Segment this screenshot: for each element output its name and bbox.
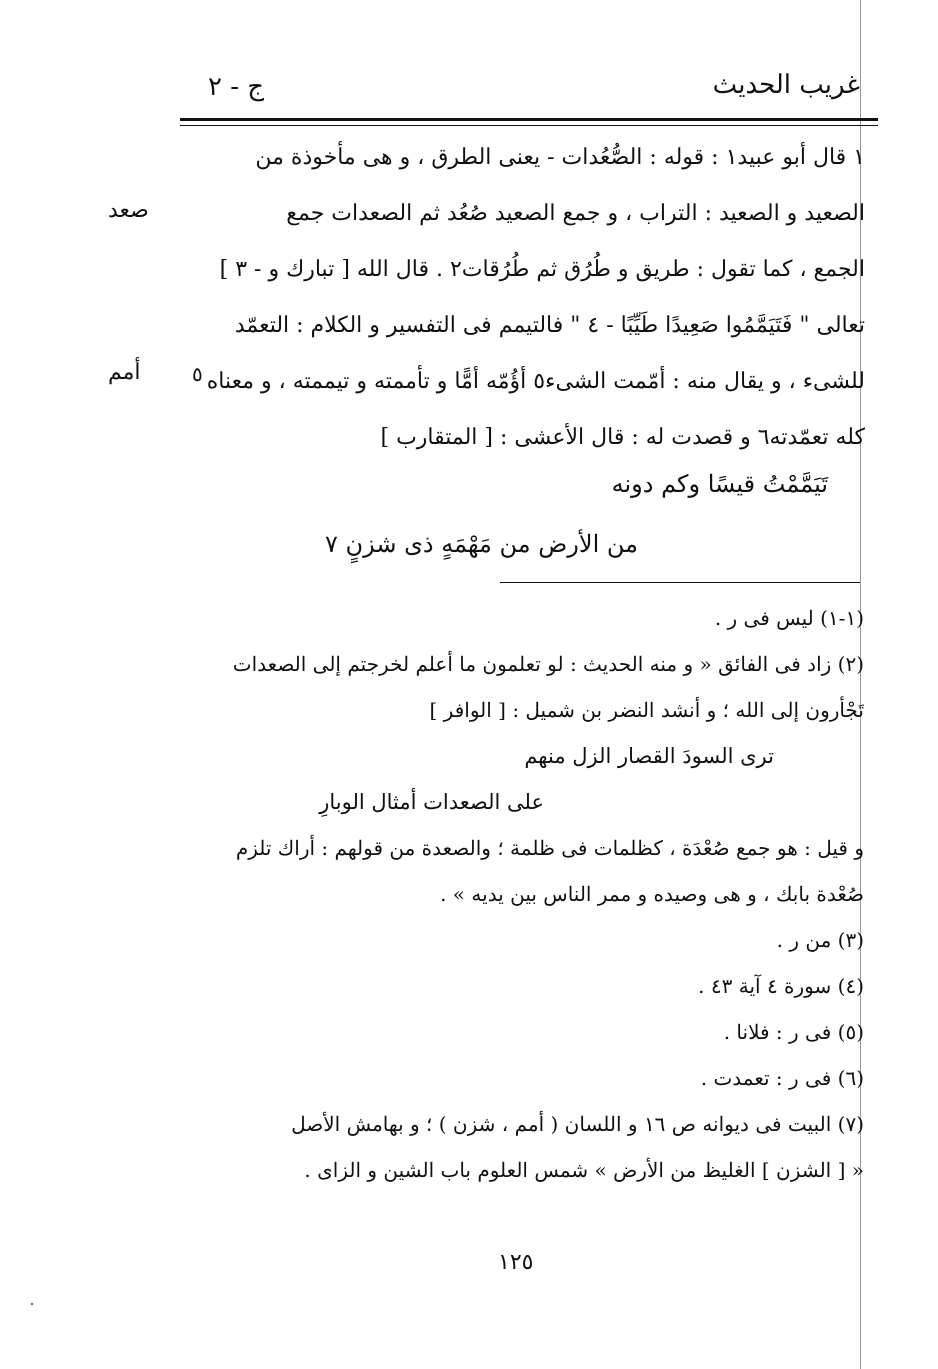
poetry-verse-second-hemistich: من الأرض من مَهْمَهٍ ذى شزنٍ ٧ xyxy=(325,530,638,558)
footnote-line: « [ الشزن ] الغليظ من الأرض » شمس العلوم باب الشين و الزاى . xyxy=(304,1158,864,1182)
scan-speck xyxy=(31,1303,33,1305)
margin-root-word: صعد xyxy=(108,198,149,223)
footnote-line: (٧) البيت فى ديوانه ص ١٦ و اللسان ( أمم ، شزن ) ؛ و بهامش الأصل xyxy=(291,1112,864,1136)
footnote-line: صُعْدة بابك ، و هى وصيده و ممر الناس بين يديه » . xyxy=(440,882,864,906)
footnote-verse-line: ترى السودَ القصار الزل منهم xyxy=(524,744,774,768)
footnote-line: (٥) فى ر : فلانا . xyxy=(723,1020,864,1044)
running-header xyxy=(190,70,860,120)
page-number: ١٢٥ xyxy=(498,1250,534,1275)
footnote-line: تَجْأرون إلى الله ؛ و أنشد النضر بن شميل : [ الوافر ] xyxy=(429,698,864,722)
footnotes-section xyxy=(200,600,864,1198)
header-rule-thin xyxy=(180,125,878,126)
footnote-verse-line: على الصعدات أمثال الوبارِ xyxy=(319,790,544,814)
header-rule-thick xyxy=(180,118,878,121)
body-line: الجمع ، كما تقول : طريق و طُرُق ثم طُرُقات٢ . قال الله [ تبارك و - ٣ ] xyxy=(219,257,865,282)
body-line: ١ قال أبو عبيد١ : قوله : الصُّعُدات - يعنى الطرق ، و هى مأخوذة من xyxy=(255,145,865,170)
main-body-text xyxy=(205,138,865,474)
body-line: كله تعمّدته٦ و قصدت له : قال الأعشى : [ المتقارب ] xyxy=(380,425,865,450)
footnote-separator xyxy=(500,582,860,583)
book-title: غريب الحديث xyxy=(712,70,860,100)
footnote-line: (٦) فى ر : تعمدت . xyxy=(700,1066,864,1090)
footnote-line: (٤) سورة ٤ آية ٤٣ . xyxy=(698,974,864,998)
body-line: الصعيد و الصعيد : التراب ، و جمع الصعيد صُعُد ثم الصعدات جمع xyxy=(286,201,865,226)
body-line: تعالى " فَتَيَمَّمُوا صَعِيدًا طَيِّبًا - ٤ " فالتيمم فى التفسير و الكلام : التعمّد xyxy=(234,313,865,338)
line-number: ٥ xyxy=(192,362,203,386)
footnote-line: و قيل : هو جمع صُعْدَة ، كظلمات فى ظلمة ؛ والصعدة من قولهم : أراك تلزم xyxy=(235,836,864,860)
footnote-line: (١-١) ليس فى ر . xyxy=(714,606,864,630)
volume-label: ج - ٢ xyxy=(208,72,265,102)
margin-root-word: أمم xyxy=(108,360,141,385)
footnote-line: (٣) من ر . xyxy=(776,928,864,952)
poetry-verse-first-hemistich: تَيَمَّمْتُ قيسًا وكم دونه xyxy=(611,470,828,498)
footnote-line: (٢) زاد فى الفائق « و منه الحديث : لو تعلمون ما أعلم لخرجتم إلى الصعدات xyxy=(232,652,864,676)
body-line: للشىء ، و يقال منه : أمّمت الشىء٥ أؤُمّه أمًّا و تأممته و تيممته ، و معناه xyxy=(206,369,865,394)
